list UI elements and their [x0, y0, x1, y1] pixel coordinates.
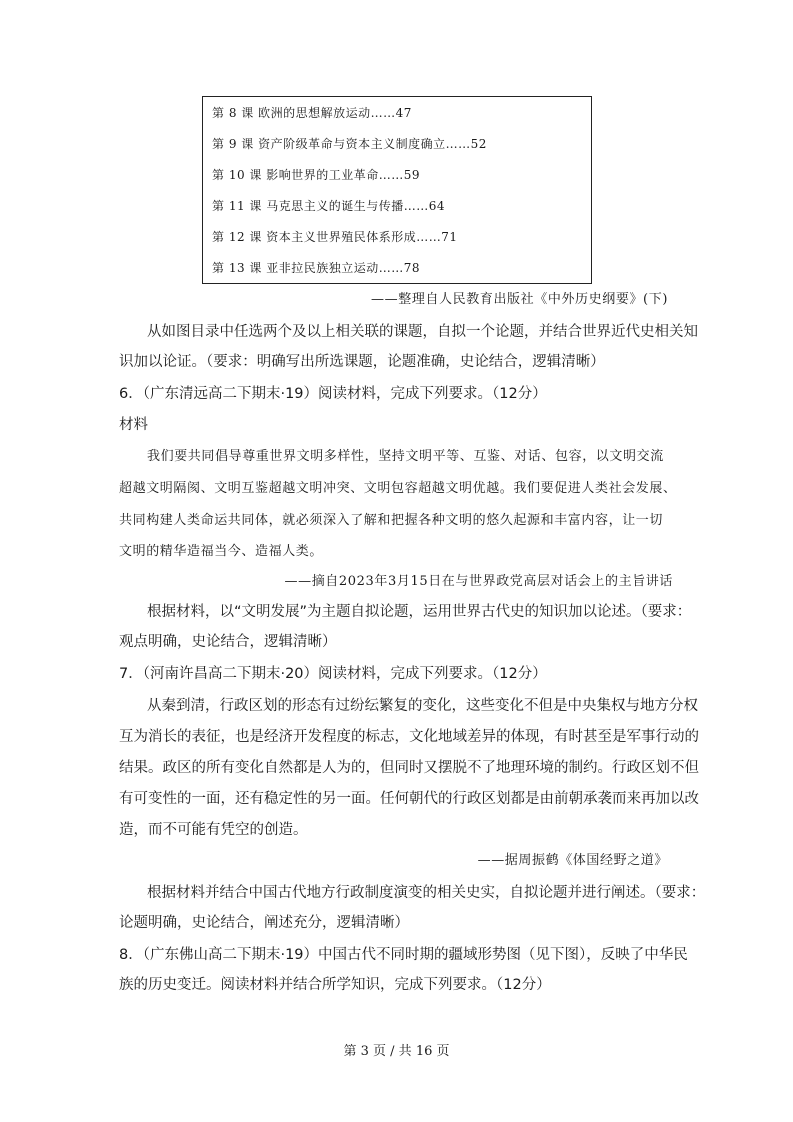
q6-source: ——摘自2023年3月15日在与世界政党高层对话会上的主旨讲话 [284, 574, 673, 589]
q7-material-line: 从秦到清，行政区划的形态有过纷纭繁复的变化，这些变化不但是中央集权与地方分权 [147, 698, 698, 714]
q7-task-line: 根据材料并结合中国古代地方行政制度演变的相关史实，自拟论题并进行阐述。（要求： [147, 885, 706, 901]
q6-material-line: 文明的精华造福当今、造福人类。 [119, 544, 324, 559]
q8-header-line: 8．（广东佛山高二下期末·19）中国古代不同时期的疆域形势图（见下图），反映了中华民 [119, 947, 688, 963]
q6-material-line: 共同构建人类命运共同体，就必须深入了解和把握各种文明的悠久起源和丰富内容，让一切 [119, 513, 664, 528]
toc-item: 第 13 课 亚非拉民族独立运动……78 [212, 261, 420, 275]
table-of-contents-box [202, 96, 592, 284]
q6-material-line: 超越文明隔阂、文明互鉴超越文明冲突、文明包容超越文明优越。我们要促进人类社会发展、 [119, 481, 677, 496]
q7-material-line: 结果。政区的所有变化自然都是人为的，但同时又摆脱不了地理环境的制约。行政区划不但 [119, 760, 699, 776]
q5-task-line: 从如图目录中任选两个及以上相关联的课题，自拟一个论题，并结合世界近代史相关知 [147, 324, 698, 340]
toc-source: ——整理自人民教育出版社《中外历史纲要》(下) [371, 292, 668, 307]
q6-task-line: 根据材料，以“文明发展”为主题自拟论题，运用世界古代史的知识加以论述。（要求： [147, 604, 692, 620]
toc-item: 第 12 课 资本主义世界殖民体系形成……71 [212, 230, 458, 244]
q7-header: 7．（河南许昌高二下期末·20）阅读材料，完成下列要求。（12分） [119, 666, 547, 682]
toc-item: 第 9 课 资产阶级革命与资本主义制度确立……52 [212, 137, 487, 151]
toc-item: 第 11 课 马克思主义的诞生与传播……64 [212, 199, 445, 213]
q7-material-line: 互为消长的表征，也是经济开发程度的标志，文化地域差异的体现，有时甚至是军事行动的 [119, 729, 699, 745]
toc-item: 第 8 课 欧洲的思想解放运动……47 [212, 106, 412, 120]
q6-header: 6．（广东清远高二下期末·19）阅读材料，完成下列要求。（12分） [119, 386, 547, 402]
page-footer: 第 3 页 / 共 16 页 [343, 1044, 450, 1059]
q8-header-line: 族的历史变迁。阅读材料并结合所学知识，完成下列要求。（12分） [119, 977, 551, 993]
q7-material-line: 造，而不可能有凭空的创造。 [119, 822, 308, 838]
q6-material-line: 我们要共同倡导尊重世界文明多样性，坚持文明平等、互鉴、对话、包容，以文明交流 [147, 449, 664, 464]
q6-material-label: 材料 [119, 417, 148, 433]
q7-material-line: 有可变性的一面，还有稳定性的另一面。任何朝代的行政区划都是由前朝承袭而来再加以改 [119, 791, 699, 807]
toc-item: 第 10 课 影响世界的工业革命……59 [212, 168, 420, 182]
q5-task-line: 识加以论证。（要求：明确写出所选课题，论题准确，史论结合，逻辑清晰） [119, 354, 605, 370]
q7-task-line: 论题明确，史论结合，阐述充分，逻辑清晰） [119, 915, 409, 931]
q6-task-line: 观点明确，史论结合，逻辑清晰） [119, 634, 337, 650]
q7-source: ——据周振鹤《体国经野之道》 [477, 853, 668, 868]
